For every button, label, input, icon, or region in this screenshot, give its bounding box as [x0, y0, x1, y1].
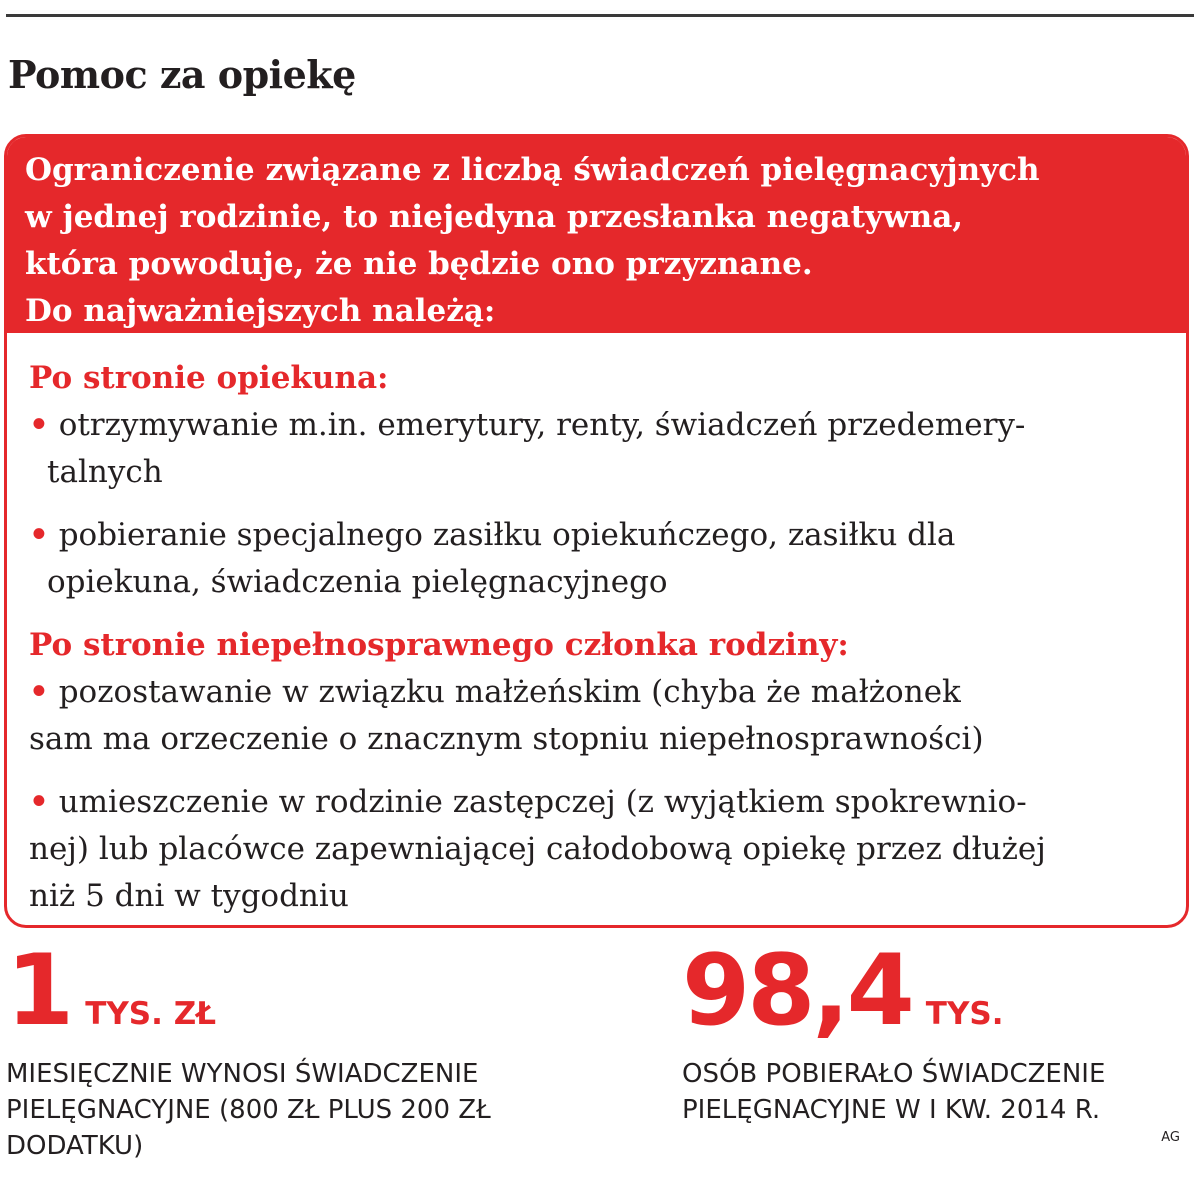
- stat-value: 98,4: [682, 934, 912, 1048]
- list-item: • umieszczenie w rodzinie zastępczej (z wyjątkiem spokrewnio- nej) lub placówce zapewniającej całodobową opiekę przez dłużej niż 5 dni w tygodniu: [29, 784, 1046, 914]
- list-item: • otrzymywanie m.in. emerytury, renty, świadczeń przedemery- talnych: [29, 407, 1026, 490]
- bullet-icon: •: [29, 407, 49, 443]
- bullet-icon: •: [29, 517, 49, 553]
- section-heading-caregiver: Po stronie opiekuna:: [29, 360, 389, 396]
- stat-monthly-benefit: [6, 934, 491, 1164]
- bullet-icon: •: [29, 784, 49, 820]
- stat-description: MIESIĘCZNIE WYNOSI ŚWIADCZENIE PIELĘGNACYJNE (800 ZŁ PLUS 200 ZŁ DODATKU): [6, 1059, 491, 1161]
- header-line: Ograniczenie związane z liczbą świadczeń pielęgnacyjnych: [25, 152, 1040, 188]
- stat-value: 1: [6, 934, 72, 1048]
- info-box: [4, 134, 1189, 928]
- header-line: Do najważniejszych należą:: [25, 293, 496, 329]
- stat-unit: TYS. ZŁ: [85, 996, 217, 1032]
- bullet-icon: •: [29, 674, 49, 710]
- top-rule: [6, 14, 1194, 17]
- page-title: Pomoc za opiekę: [8, 52, 356, 97]
- info-box-body: [7, 333, 1186, 920]
- header-line: w jednej rodzinie, to niejedyna przesłanka negatywna,: [25, 199, 964, 235]
- stat-recipients: [682, 934, 1106, 1128]
- header-line: która powoduje, że nie będzie ono przyznane.: [25, 246, 813, 282]
- stat-description: OSÓB POBIERAŁO ŚWIADCZENIE PIELĘGNACYJNE W I KW. 2014 R.: [682, 1059, 1106, 1125]
- list-item: • pobieranie specjalnego zasiłku opiekuńczego, zasiłku dla opiekuna, świadczenia pielęgnacyjnego: [29, 517, 956, 600]
- info-box-header: [7, 137, 1186, 333]
- section-heading-disabled-member: Po stronie niepełnosprawnego członka rodziny:: [29, 627, 849, 663]
- stat-unit: TYS.: [925, 996, 1004, 1032]
- author-credit: AG: [1161, 1130, 1180, 1145]
- list-item: • pozostawanie w związku małżeńskim (chyba że małżonek sam ma orzeczenie o znacznym stopniu niepełnosprawności): [29, 674, 984, 757]
